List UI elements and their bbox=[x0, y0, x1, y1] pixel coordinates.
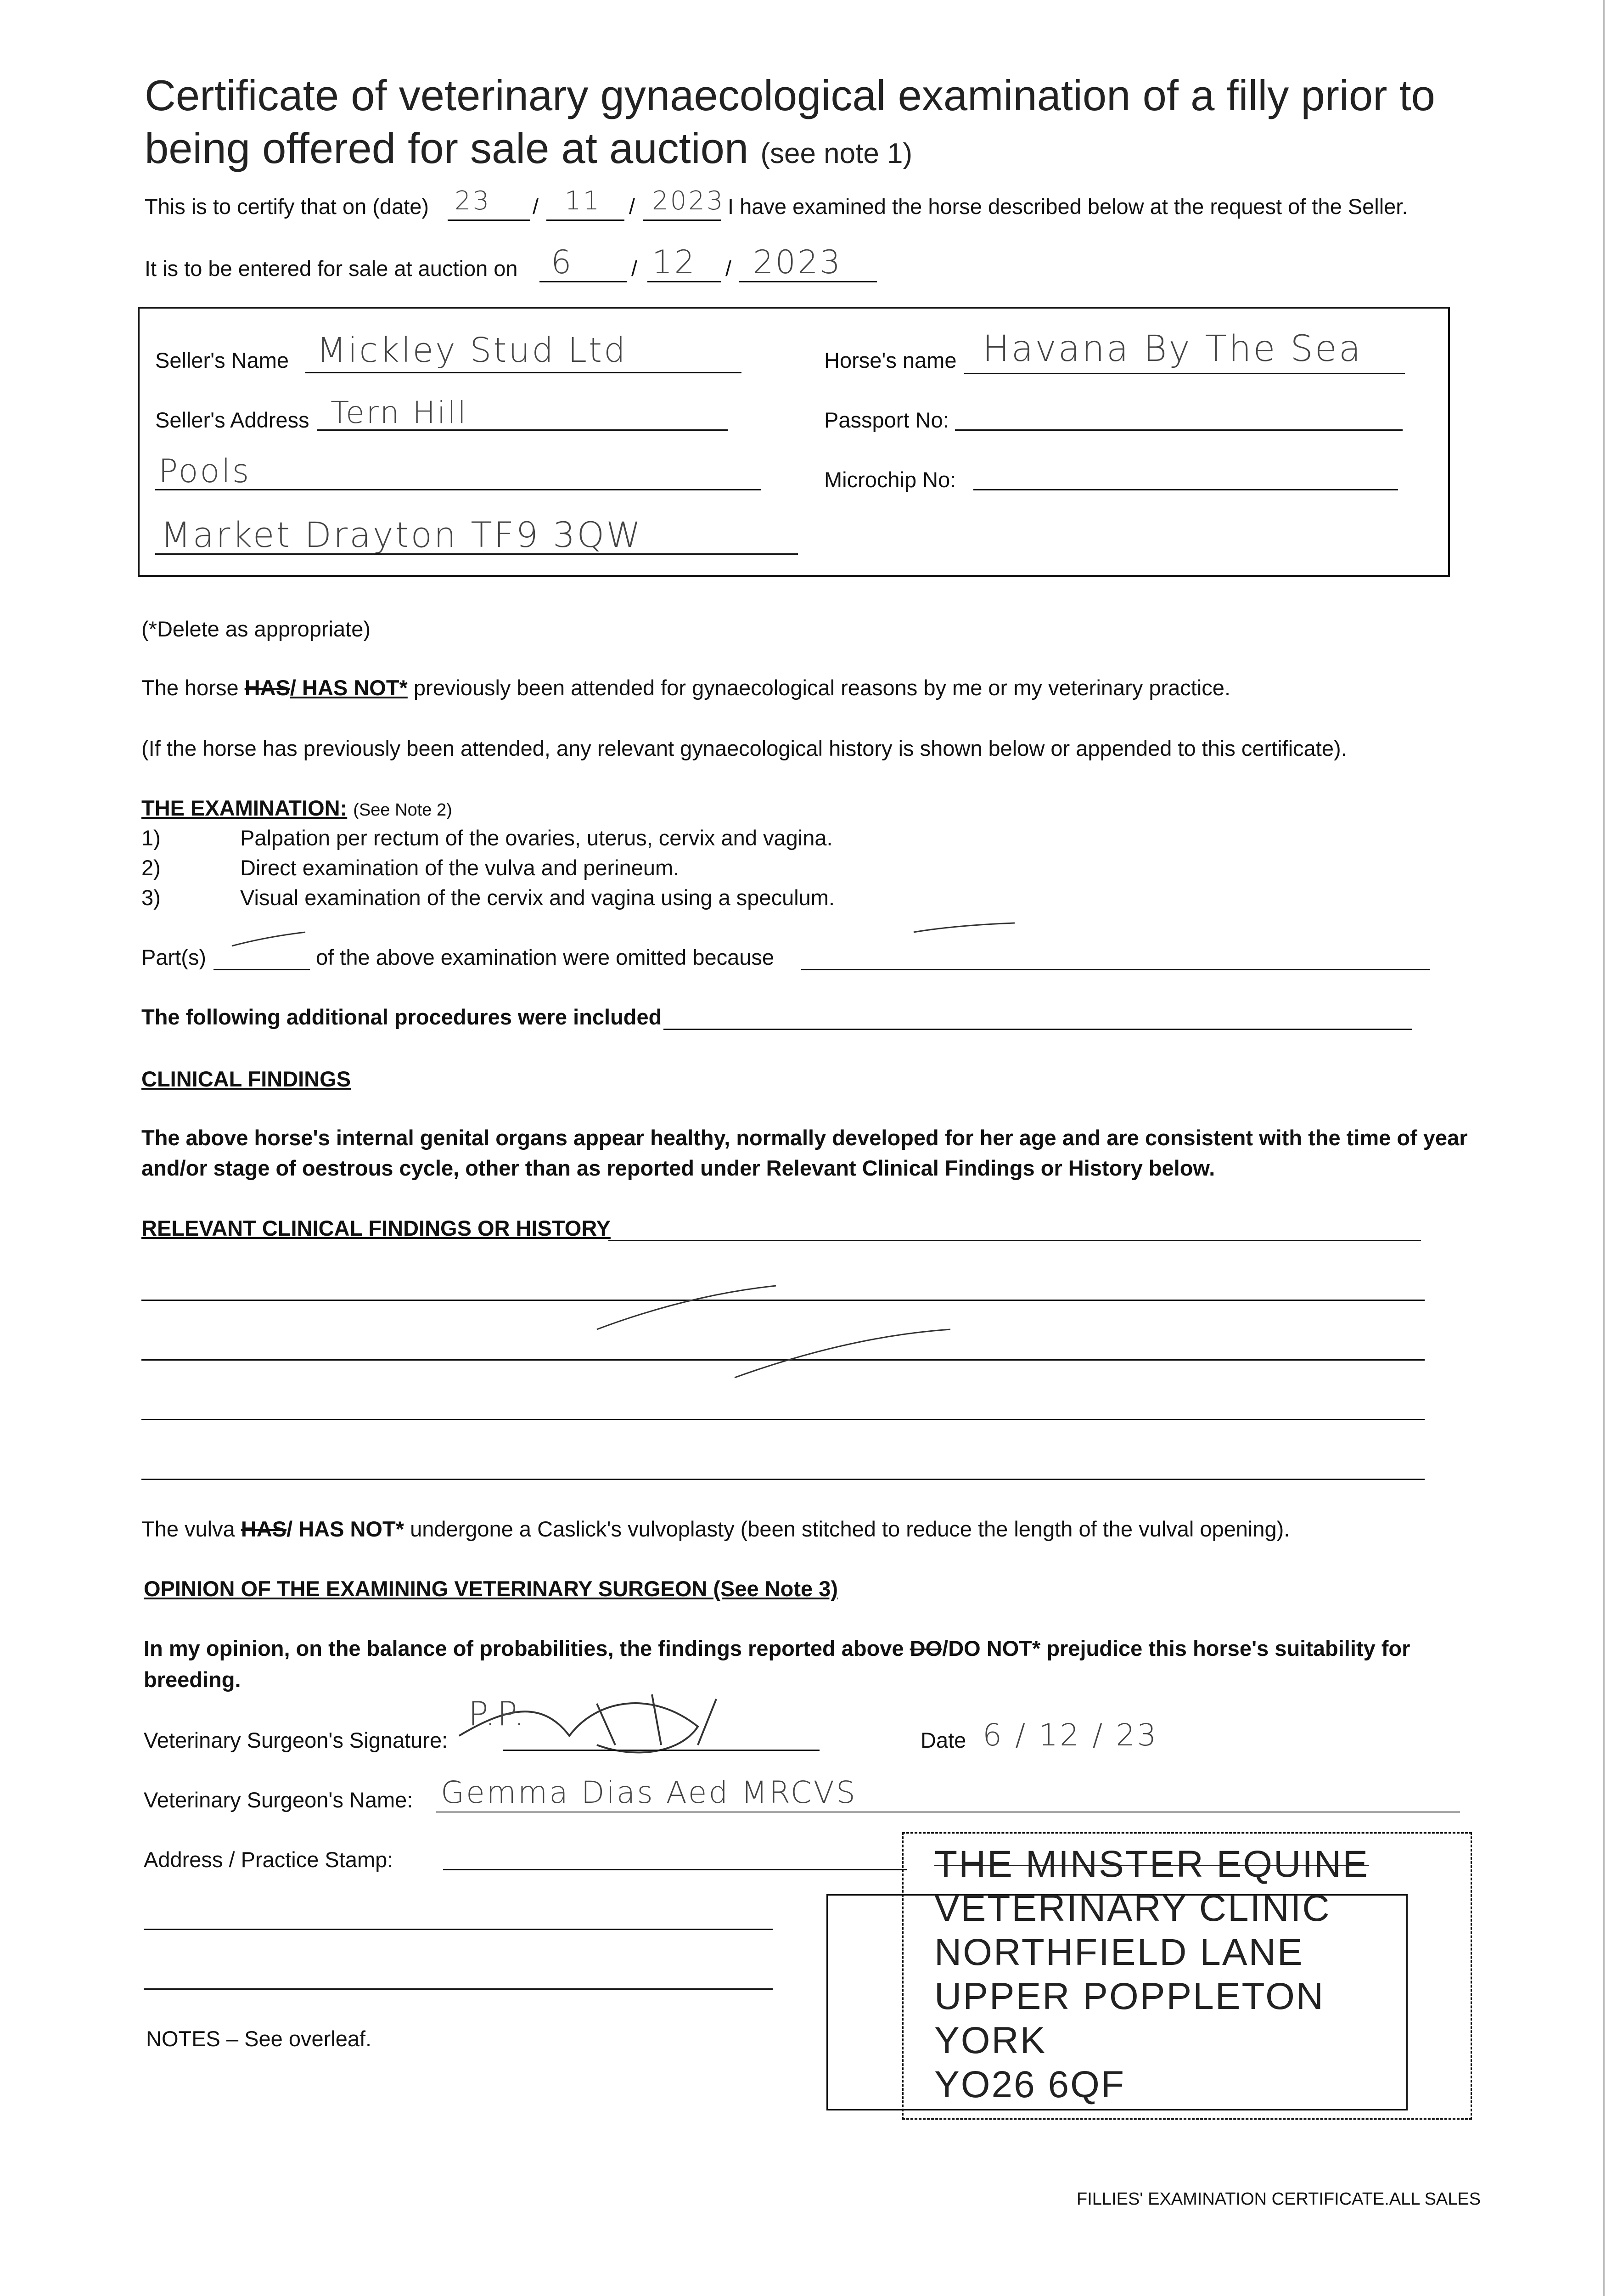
history-note: (If the horse has previously been attended, any relevant gynaecological history is shown below or appended to this certificate). bbox=[141, 736, 1347, 760]
parts-prefix: Part(s) bbox=[141, 945, 206, 969]
stamp-line: UPPER POPPLETON bbox=[934, 1975, 1325, 2017]
date-slash: / bbox=[533, 194, 539, 219]
opinion-do-not: /DO NOT* bbox=[942, 1636, 1041, 1660]
date-slash: / bbox=[629, 194, 635, 219]
signature-scribble bbox=[597, 1694, 716, 1745]
seller-name-value: Mickley Stud Ltd bbox=[317, 331, 627, 370]
caslick-has-not: / HAS NOT* bbox=[286, 1517, 404, 1541]
title-text: Certificate of veterinary gynaecological examination of a filly prior to being offered for sale at auction bbox=[145, 71, 1435, 172]
stamp-address-line bbox=[443, 1869, 907, 1870]
auction-day: 6 bbox=[551, 243, 573, 281]
name-label: Veterinary Surgeon's Name: bbox=[144, 1788, 413, 1812]
date-label: Date bbox=[921, 1728, 966, 1752]
auction-month: 12 bbox=[652, 243, 697, 281]
title-note: (see note 1) bbox=[760, 138, 913, 169]
item-num: 3) bbox=[141, 885, 161, 910]
certify-date-month: 11 bbox=[565, 186, 601, 216]
certify-date-year: 2023 bbox=[652, 186, 725, 216]
stamp-line: THE MINSTER EQUINE bbox=[934, 1843, 1369, 1885]
address-line3-value: Market Drayton TF9 3QW bbox=[161, 514, 643, 555]
address-line2-value: Pools bbox=[158, 452, 251, 490]
signature-date: 6 / 12 / 23 bbox=[983, 1717, 1158, 1753]
pen-stroke bbox=[597, 1286, 776, 1329]
delete-note: (*Delete as appropriate) bbox=[141, 617, 371, 641]
certify-suffix: I have examined the horse described below at the request of the Seller. bbox=[728, 194, 1408, 219]
signature-pp: P.P. bbox=[468, 1694, 527, 1733]
clinical-heading: CLINICAL FINDINGS bbox=[141, 1067, 351, 1091]
passport-label: Passport No: bbox=[824, 408, 949, 432]
seller-name-label: Seller's Name bbox=[155, 348, 289, 372]
stamp-line: NORTHFIELD LANE bbox=[934, 1931, 1304, 1973]
certify-date-day: 23 bbox=[455, 186, 491, 216]
auction-year: 2023 bbox=[753, 243, 842, 281]
horse-name-value: Havana By The Sea bbox=[983, 328, 1363, 370]
surgeon-name: Gemma Dias Aed MRCVS bbox=[441, 1775, 857, 1810]
certify-prefix: This is to certify that on (date) bbox=[145, 194, 429, 219]
horse-name-label: Horse's name bbox=[824, 348, 957, 372]
clinical-statement: The above horse's internal genital organs appear healthy, normally developed for her age and are consistent with the time of year and/or stage of oestrous cycle, other than as reported under Relevant Clinical Findings or History below. bbox=[141, 1125, 1468, 1180]
additional-procedures: The following additional procedures were included bbox=[141, 1005, 662, 1029]
opinion-text bbox=[144, 1635, 1410, 1662]
opinion-do: DO bbox=[910, 1636, 943, 1660]
attended-suffix: previously been attended for gynaecological reasons by me or my veterinary practice. bbox=[413, 675, 1230, 700]
stamp-line: VETERINARY CLINIC bbox=[934, 1887, 1331, 1929]
caslick-has: HAS bbox=[241, 1517, 287, 1541]
examination-note: (See Note 2) bbox=[353, 800, 452, 820]
signature-line bbox=[503, 1750, 820, 1751]
opinion-suffix: prejudice this horse's suitability for bbox=[1046, 1636, 1410, 1660]
opinion-heading: OPINION OF THE EXAMINING VETERINARY SURGEON (See Note 3) bbox=[144, 1576, 838, 1601]
opinion-breeding: breeding. bbox=[144, 1667, 241, 1692]
attended-prefix: The horse bbox=[141, 675, 239, 700]
signature-label: Veterinary Surgeon's Signature: bbox=[144, 1728, 448, 1752]
address-stamp-label: Address / Practice Stamp: bbox=[144, 1847, 393, 1872]
item-text: Visual examination of the cervix and vagina using a speculum. bbox=[240, 885, 835, 910]
caslick-prefix: The vulva bbox=[141, 1517, 235, 1541]
pen-stroke bbox=[914, 923, 1015, 932]
caslick-statement bbox=[141, 1515, 1290, 1543]
stamp-line: YO26 6QF bbox=[934, 2064, 1125, 2105]
auction-prefix: It is to be entered for sale at auction on bbox=[145, 256, 518, 281]
microchip-label: Microchip No: bbox=[824, 467, 956, 492]
pen-stroke bbox=[735, 1329, 950, 1378]
attended-has: HAS bbox=[244, 675, 290, 700]
relevant-heading: RELEVANT CLINICAL FINDINGS OR HISTORY bbox=[141, 1216, 611, 1240]
examination-heading: THE EXAMINATION: bbox=[141, 796, 348, 820]
stamp-address-line bbox=[144, 1929, 773, 1930]
item-num: 2) bbox=[141, 855, 161, 880]
footer-label: FILLIES' EXAMINATION CERTIFICATE.ALL SALES bbox=[1077, 2189, 1481, 2209]
stamp-address-line bbox=[144, 1988, 773, 1990]
stamp-line: YORK bbox=[934, 2020, 1047, 2061]
caslick-suffix: undergone a Caslick's vulvoplasty (been stitched to reduce the length of the vulval opening). bbox=[410, 1517, 1290, 1541]
opinion-prefix: In my opinion, on the balance of probabilities, the findings reported above bbox=[144, 1636, 904, 1660]
item-num: 1) bbox=[141, 826, 161, 850]
stamp-text bbox=[934, 1842, 1369, 2107]
item-text: Palpation per rectum of the ovaries, uterus, cervix and vagina. bbox=[240, 826, 833, 850]
notes-label: NOTES – See overleaf. bbox=[146, 2026, 372, 2051]
date-slash: / bbox=[631, 256, 638, 281]
item-text: Direct examination of the vulva and perineum. bbox=[240, 855, 680, 880]
parts-mid: of the above examination were omitted because bbox=[316, 945, 775, 969]
address-line1-value: Tern Hill bbox=[331, 395, 468, 430]
date-slash: / bbox=[725, 256, 732, 281]
seller-address-label: Seller's Address bbox=[155, 408, 309, 432]
attended-has-not: / HAS NOT* bbox=[290, 675, 408, 700]
pen-stroke bbox=[232, 932, 305, 946]
